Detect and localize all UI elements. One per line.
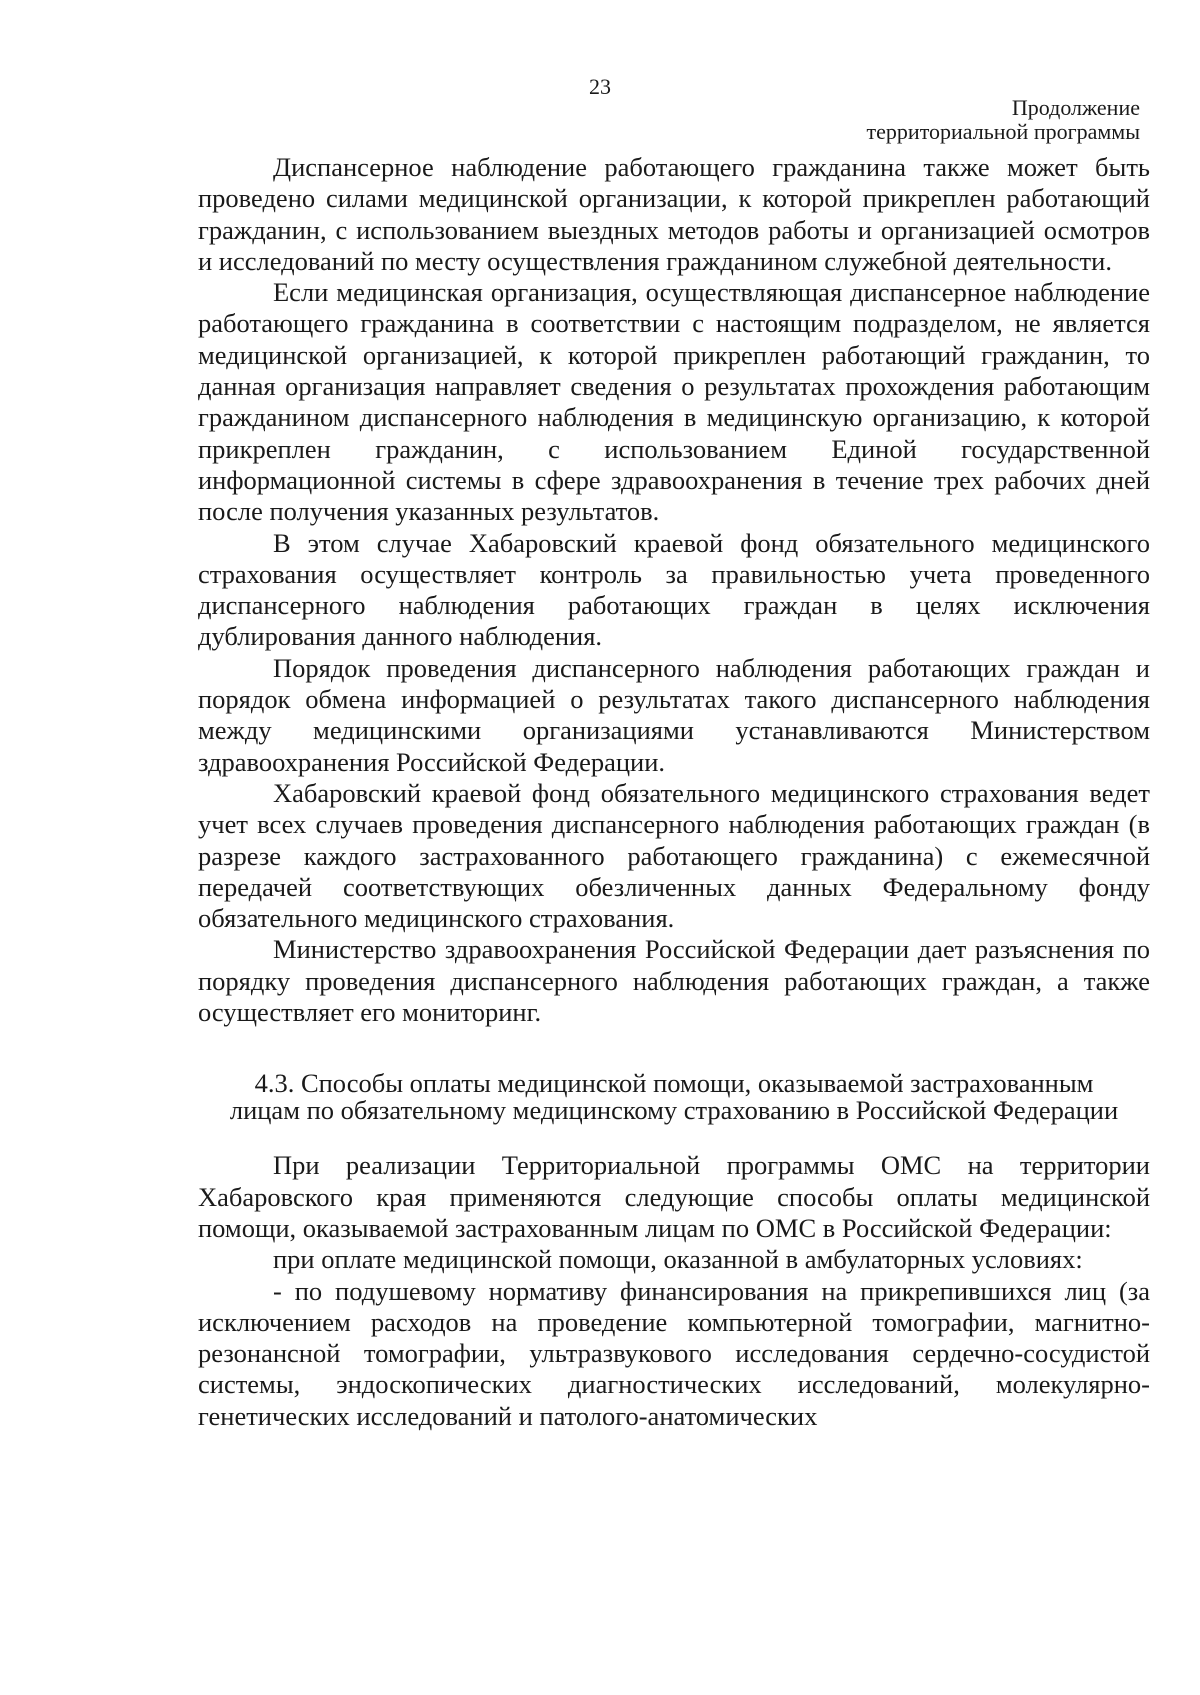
paragraph: При реализации Территориальной программы ОМС на территории Хабаровского края применяются следующие способы оплаты медицинской помощи, оказываемой застрахованным лицам по ОМС в Российской Федерации: [198, 1150, 1150, 1243]
running-head-line1: Продолжение [1011, 95, 1140, 120]
paragraph: В этом случае Хабаровский краевой фонд обязательного медицинского страхования осуществляет контроль за правильностью учета проведенного диспансерного наблюдения работающих граждан в целях исключения дублирования данного наблюдения. [198, 527, 1150, 652]
paragraph: Диспансерное наблюдение работающего гражданина также может быть проведено силами медицинской организации, к которой прикреплен работающий гражданин, с использованием выездных методов работы и организацией осмотров и исследований по месту осуществления гражданином служебной деятельности. [198, 152, 1150, 276]
section-heading: 4.3. Способы оплаты медицинской помощи, оказываемой застрахованным лицам по обязательному медицинскому страхованию в Российской Федерации [229, 1068, 1119, 1126]
running-head-line2: территориальной программы [866, 119, 1140, 144]
paragraph: при оплате медицинской помощи, оказанной в амбулаторных условиях: [273, 1244, 1083, 1275]
running-head [867, 96, 1140, 144]
paragraph: Министерство здравоохранения Российской Федерации дает разъяснения по порядку проведения диспансерного наблюдения работающих граждан, а также осуществляет его мониторинг. [198, 934, 1150, 1028]
paragraph: - по подушевому нормативу финансирования на прикрепившихся лиц (за исключением расходов на проведение компьютерной томографии, магнитно-резонансной томографии, ультразвукового исследования сердечно-сосудистой системы, эндоскопических диагностических исследований, молекулярно-генетических исследований и патолого-анатомических [198, 1275, 1150, 1431]
paragraph: Порядок проведения диспансерного наблюдения работающих граждан и порядок обмена информацией о результатах такого диспансерного наблюдения между медицинскими организациями устанавливаются Министерством здравоохранения Российской Федерации. [198, 652, 1150, 777]
paragraph: Если медицинская организация, осуществляющая диспансерное наблюдение работающего гражданина в соответствии с настоящим подразделом, не является медицинской организацией, к которой прикреплен работающий гражданин, то данная организация направляет сведения о результатах прохождения работающим гражданином диспансерного наблюдения в медицинскую организацию, к которой прикреплен гражданин, с использованием Единой государственной информационной системы в сфере здравоохранения в течение трех рабочих дней после получения указанных результатов. [198, 277, 1150, 527]
page-number: 23 [589, 74, 611, 99]
paragraph: Хабаровский краевой фонд обязательного медицинского страхования ведет учет всех случаев проведения диспансерного наблюдения работающих граждан (в разрезе каждого застрахованного работающего гражданина) с ежемесячной передачей соответствующих обезличенных данных Федеральному фонду обязательного медицинского страхования. [198, 777, 1150, 934]
body-text [198, 152, 1150, 1432]
